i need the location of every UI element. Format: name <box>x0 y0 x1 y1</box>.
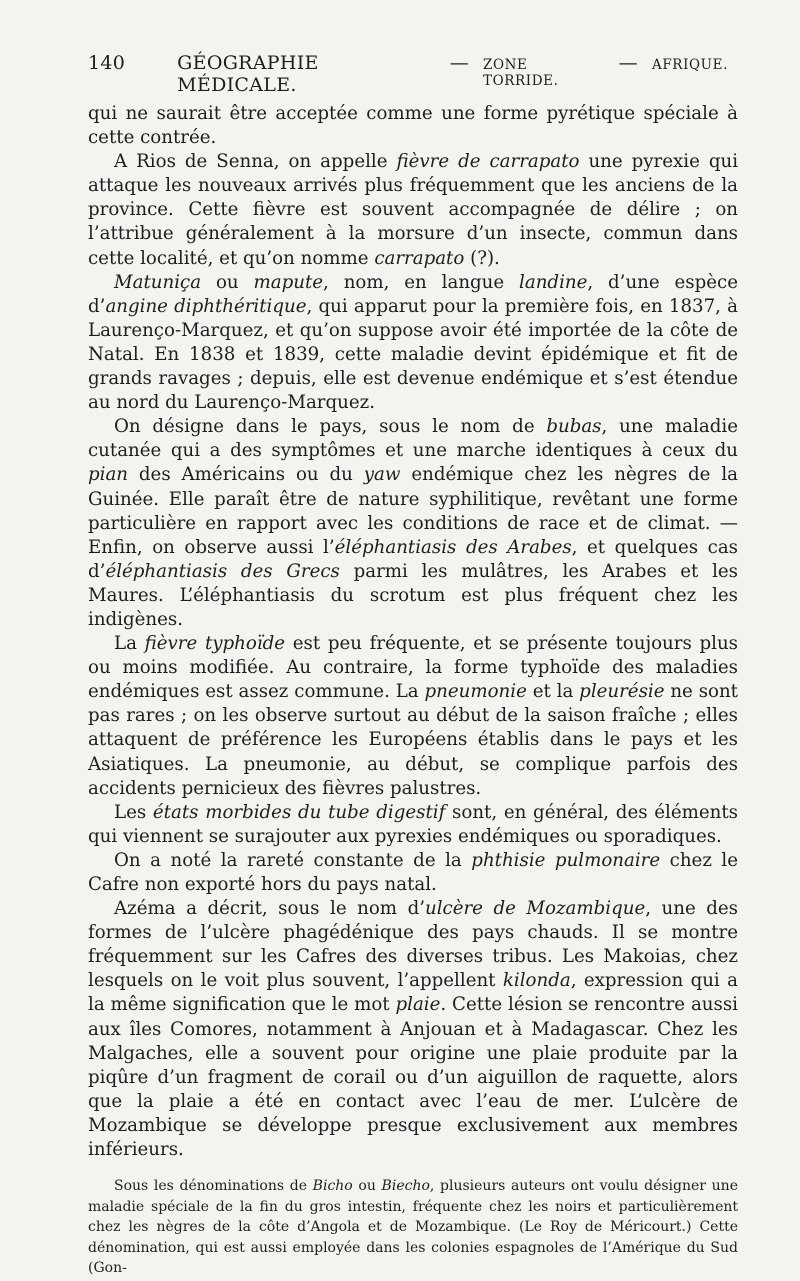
body-paragraph <box>88 801 738 849</box>
text-run: , plusieurs auteurs ont voulu désigner une maladie spéciale de la fin du gros intestin, fréquente chez les noirs et particulièrement chez les nègres de la côte d’Angola et de Mozambique. (Le Roy de Méricourt.) Cette dénomination, qui est aussi employée dans les colonies espagnoles de l’Amérique du Sud (Gon- <box>88 1178 738 1277</box>
body-paragraph <box>88 897 738 1162</box>
text-run: , une maladie cutanée qui a des symptômes et une marche identiques à ceux du <box>88 416 738 462</box>
italic-term: landine <box>519 271 588 293</box>
body-text <box>88 102 738 1162</box>
text-run: Les <box>114 801 153 823</box>
text-run: On désigne dans le pays, sous le nom de <box>114 416 547 438</box>
header-title: GÉOGRAPHIE MÉDICALE. <box>177 52 319 96</box>
header-section: ZONE TORRIDE. <box>483 57 559 89</box>
italic-term: bubas <box>546 416 602 438</box>
italic-term: angine diphthéritique <box>105 295 307 317</box>
italic-term: pian <box>88 464 129 486</box>
text-run: Azéma a décrit, sous le nom d’ <box>114 898 425 920</box>
italic-term: fièvre de carrapato <box>396 151 580 173</box>
italic-term: Bicho <box>312 1178 353 1195</box>
italic-term: mapute <box>253 271 324 293</box>
text-run: (?). <box>464 247 500 269</box>
italic-term: éléphantiasis des Arabes <box>334 536 572 558</box>
italic-term: phthisie pulmonaire <box>471 849 661 871</box>
body-paragraph <box>88 271 738 416</box>
text-run: une pyrexie qui attaque les nouveaux arrivés plus fréquemment que les anciens de la province. Cette fièvre est souvent accompagnée de délire ; on l’attribue généralement à la morsure d’un insecte, commun dans cette localité, et qu’on nomme <box>88 151 739 269</box>
book-page <box>88 52 738 1279</box>
text-run: ou <box>352 1178 382 1195</box>
text-run: est peu fréquente, et se présente toujours plus ou moins modifiée. Au contraire, la forme typhoïde des maladies endémiques est assez commune. La <box>88 633 738 703</box>
text-run: . Cette lésion se rencontre aussi aux îles Comores, notamment à Anjouan et à Madagascar. Chez les Malgaches, elle a souvent pour origine une plaie produite par la piqûre d’un fragment de corail ou d’un aiguillon de raquette, alors que la plaie a été en contact avec l’eau de mer. L’ulcère de Mozambique se développe presque exclusivement aux membres inférieurs. <box>88 994 738 1161</box>
italic-term: ulcère de Mozambique <box>425 898 646 920</box>
italic-term: fièvre typhoïde <box>144 633 286 655</box>
text-run: parmi les mulâtres, les Arabes et les Maures. L’éléphantiasis du scrotum est plus fréquent chez les indigènes. <box>88 560 738 630</box>
running-header <box>88 52 738 96</box>
text-run: des Américains ou du <box>128 464 364 486</box>
body-paragraph <box>88 102 738 150</box>
text-run: , nom, en langue <box>323 271 520 293</box>
text-run: , expression qui a la même signification que le mot <box>88 970 738 1016</box>
text-run: , et quelques cas d’ <box>88 536 739 582</box>
text-run: ne sont pas rares ; on les observe surtout au début de la saison fraîche ; elles attaquent de préférence les Européens établis dans le pays et les Asiatiques. La pneumonie, au début, se complique parfois des accidents pernicieux des fièvres palustres. <box>88 681 738 799</box>
italic-term: états morbides du tube digestif <box>152 801 446 823</box>
text-run: , qui apparut pour la première fois, en 1837, à Laurenço-Marquez, et qu’on suppose avoir été importée de la côte de Natal. En 1838 et 1839, cette maladie devint épidémique et fit de grands ravages ; depuis, elle est devenue endémique et s’est étendue au nord du Laurenço-Marquez. <box>88 295 738 414</box>
text-run: sont, en général, des éléments qui viennent se surajouter aux pyrexies endémiques ou sporadiques. <box>88 801 738 847</box>
text-run: Sous les dénominations de <box>114 1178 313 1195</box>
body-paragraph <box>88 632 738 801</box>
italic-term: pleurésie <box>579 681 665 703</box>
italic-term: carrapato <box>374 247 465 269</box>
italic-term: kilonda <box>502 970 571 992</box>
italic-term: Biecho <box>381 1178 430 1195</box>
text-run: chez le Cafre non exporté hors du pays natal. <box>88 849 739 895</box>
italic-term: Matuniça <box>114 271 202 293</box>
text-run: La <box>114 633 145 655</box>
body-paragraph <box>88 849 738 897</box>
italic-term: yaw <box>363 464 401 486</box>
italic-term: plaie <box>395 994 441 1016</box>
footnote-block <box>88 1176 738 1279</box>
italic-term: pneumonie <box>424 681 527 703</box>
text-run: qui ne saurait être acceptée comme une forme pyrétique spéciale à cette contrée. <box>88 103 738 149</box>
italic-term: éléphantiasis des Grecs <box>105 560 340 582</box>
text-run: A Rios de Senna, on appelle <box>114 151 397 173</box>
text-run: ou <box>201 271 254 293</box>
body-paragraph <box>88 415 738 632</box>
page-number: 140 <box>88 52 126 74</box>
text-run: et la <box>526 681 580 703</box>
text-run: , d’une espèce d’ <box>88 271 738 317</box>
header-region: AFRIQUE. <box>651 57 728 73</box>
text-run: endémique chez les nègres de la Guinée. Elle paraît être de nature syphilitique, revêtant une forme particulière en rapport avec les conditions de race et de climat. — Enfin, on observe aussi l’ <box>88 464 738 558</box>
text-run: On a noté la rareté constante de la <box>114 849 472 871</box>
body-paragraph <box>88 150 738 270</box>
text-run: , une des formes de l’ulcère phagédénique des pays chauds. Il se montre fréquemment sur les Cafres des diverses tribus. Les Makoias, chez lesquels on le voit plus souvent, l’appellent <box>88 898 738 992</box>
header-dash: — <box>618 52 638 74</box>
footnote-paragraph <box>88 1176 738 1279</box>
header-dash: — <box>449 52 469 74</box>
